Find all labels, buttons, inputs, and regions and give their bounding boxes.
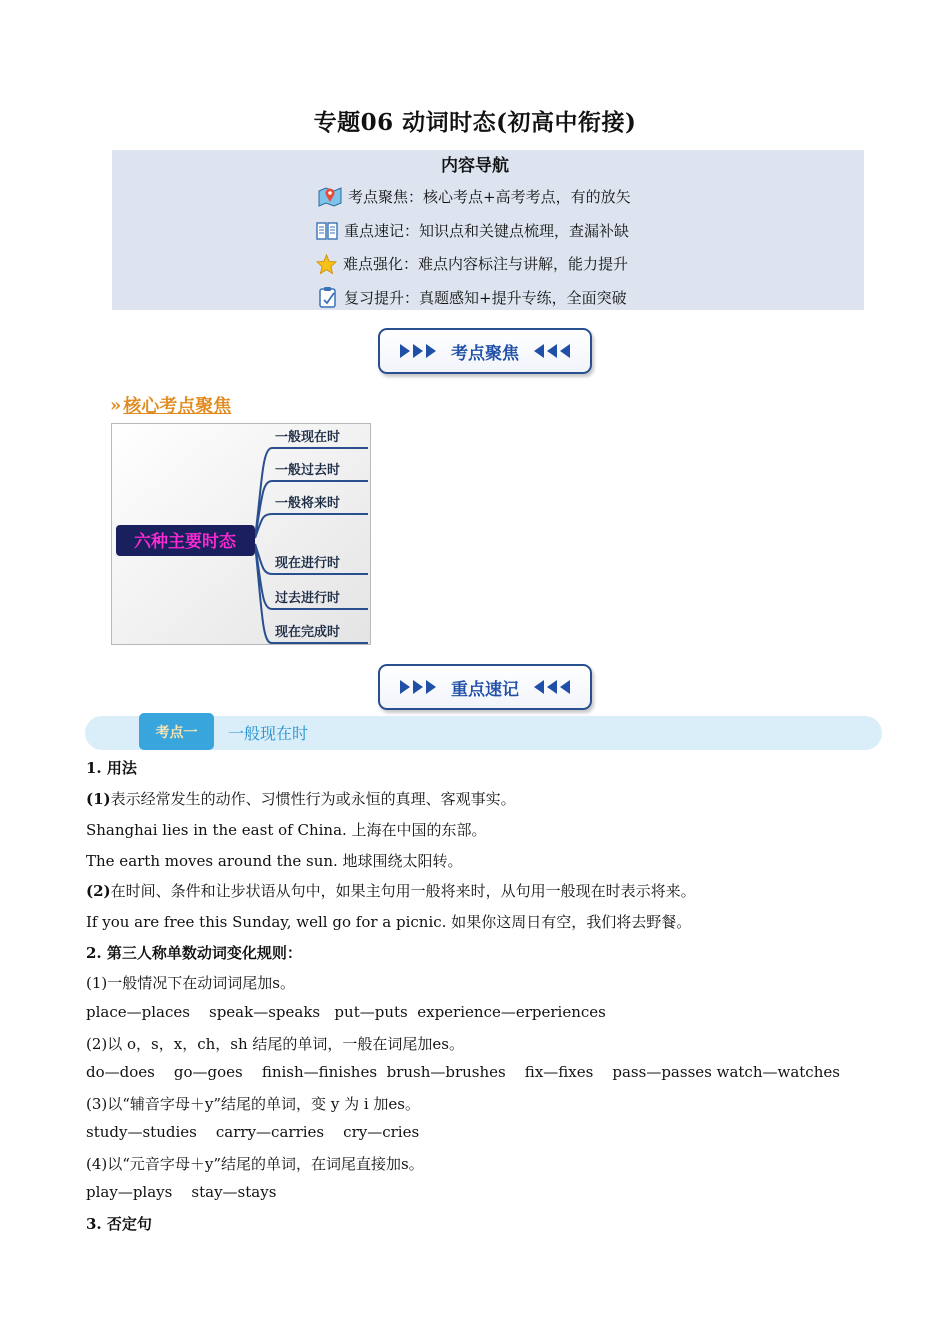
point-text: 在时间、条件和让步状语从句中，如果主句用一般将来时，从句用一般现在时表示将来。 [110, 882, 696, 900]
star-icon [316, 254, 337, 274]
rule-examples: do—does go—goes finish—finishes brush—brushes fix—fixes pass—passes watch—watches [86, 1063, 840, 1081]
example-sentence: Shanghai lies in the east of China. 上海在中国的东部。 [86, 821, 487, 839]
banner-notes [378, 664, 592, 710]
banner-notes-label: 重点速记 [451, 679, 519, 700]
banner-focus [378, 328, 592, 374]
rule-text: (3)以“辅音字母＋y”结尾的单词，变 y 为 i 加es。 [86, 1095, 420, 1113]
point-number: (2) [86, 882, 111, 900]
rule-text: (1)一般情况下在动词词尾加s。 [86, 974, 295, 992]
nav-item-difficulty [316, 253, 628, 274]
core-focus-label: 核心考点聚焦 [123, 396, 232, 417]
nav-item-label: 重点速记：知识点和关键点梳理，查漏补缺 [344, 222, 630, 240]
usage-heading: 1. 用法 [86, 759, 137, 777]
triple-arrow-left-icon [531, 679, 571, 695]
clipboard-icon [318, 286, 338, 308]
example-sentence: If you are free this Sunday, well go for a picnic. 如果你这周日有空，我们将去野餐。 [86, 913, 692, 931]
mindmap-center-text: 六种主要时态 [134, 532, 236, 552]
nav-item-label: 难点强化：难点内容标注与讲解，能力提升 [343, 255, 629, 273]
nav-item-review [318, 286, 627, 308]
section-tag: 考点一 [139, 713, 214, 750]
double-chevron-icon: » [110, 394, 122, 416]
mindmap-branch: 一般将来时 [275, 496, 341, 511]
point-text: 表示经常发生的动作、习惯性行为或永恒的真理、客观事实。 [110, 790, 516, 808]
nav-heading: 内容导航 [441, 156, 509, 176]
nav-item-label: 复习提升：真题感知+提升专练，全面突破 [344, 288, 627, 307]
rule-text: (2)以 o，s，x，ch，sh 结尾的单词，一般在词尾加es。 [86, 1035, 464, 1053]
point-number: (1) [86, 790, 111, 808]
rule-examples: study—studies carry—carries cry—cries [86, 1123, 420, 1141]
triple-arrow-right-icon [399, 343, 439, 359]
negative-heading: 3. 否定句 [86, 1215, 152, 1233]
core-focus-heading [110, 392, 231, 418]
rule-text: (4)以“元音字母＋y”结尾的单词，在词尾直接加s。 [86, 1155, 424, 1173]
nav-item-label: 考点聚焦：核心考点+高考考点，有的放矢 [348, 187, 631, 206]
triple-arrow-left-icon [531, 343, 571, 359]
map-pin-icon [318, 185, 342, 207]
rule-examples: play—plays stay—stays [86, 1183, 277, 1201]
usage-point-2 [86, 880, 696, 901]
mindmap-branch: 现在完成时 [275, 625, 341, 640]
rules-heading: 2. 第三人称单数动词变化规则： [86, 944, 302, 962]
mindmap-branch: 一般现在时 [275, 430, 341, 445]
book-icon [316, 221, 338, 241]
usage-point-1 [86, 788, 516, 809]
mindmap-branch: 现在进行时 [275, 556, 341, 571]
triple-arrow-right-icon [399, 679, 439, 695]
page-title: 专题06 动词时态(初高中衔接) [313, 109, 637, 136]
mindmap-branch: 一般过去时 [275, 463, 341, 478]
tense-mindmap [111, 423, 371, 645]
nav-item-focus [318, 185, 631, 207]
rule-examples: place—places speak—speaks put—puts experience—erperiences [86, 1003, 606, 1021]
banner-focus-label: 考点聚焦 [451, 343, 519, 364]
nav-item-notes [316, 220, 629, 241]
mindmap-branch: 过去进行时 [275, 591, 341, 606]
example-sentence: The earth moves around the sun. 地球围绕太阳转。 [86, 852, 463, 870]
section-title: 一般现在时 [228, 724, 309, 743]
